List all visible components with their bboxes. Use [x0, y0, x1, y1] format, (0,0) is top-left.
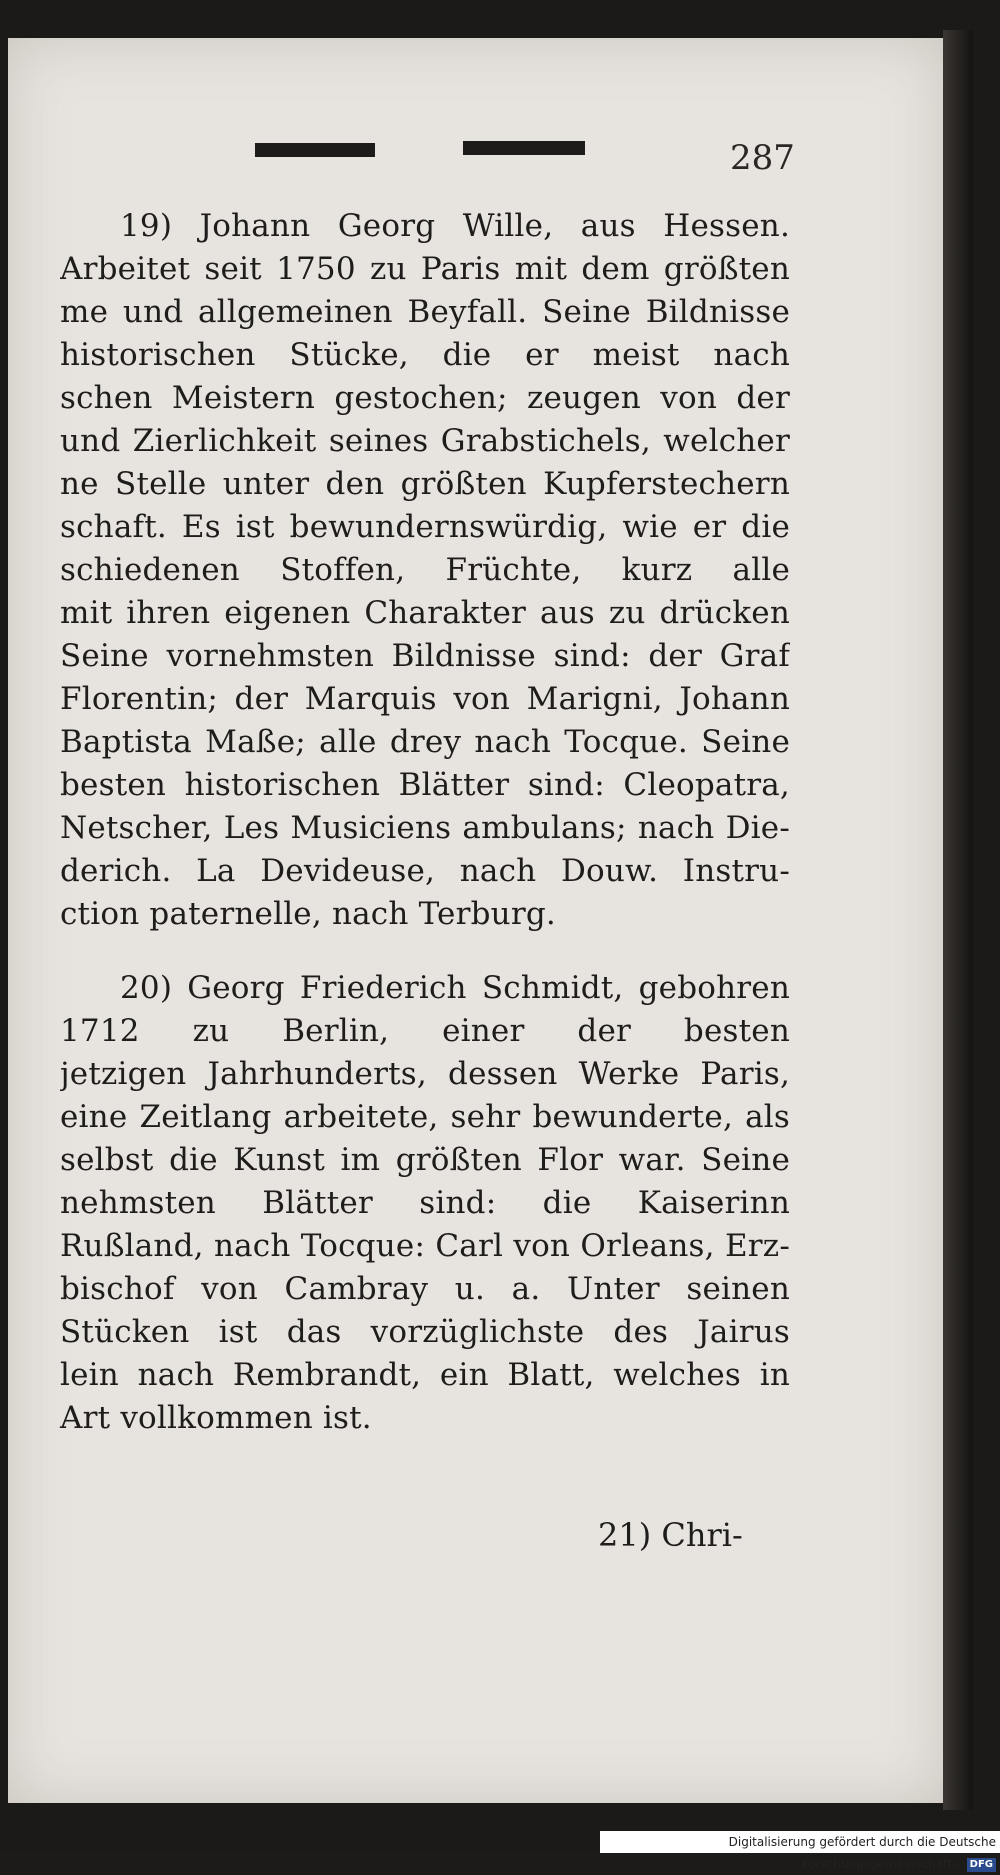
- text-line: eine Zeitlang arbeitete, sehr bewunderte, als: [60, 1099, 790, 1135]
- text-line: Stücken ist das vorzüglichste des Jairus: [60, 1314, 790, 1350]
- text-line: besten historischen Blätter sind: Cleopatra,: [60, 767, 790, 803]
- text-line: und Zierlichkeit seines Grabstichels, welcher: [60, 423, 790, 459]
- page-edge-shadow: [943, 30, 973, 1810]
- credit-text: Digitalisierung gefördert durch die Deutsche Forschungsgemeinschaft -: [728, 1835, 996, 1871]
- paragraph-20-schmidt: [60, 967, 790, 1440]
- text-line: jetzigen Jahrhunderts, dessen Werke Paris,: [60, 1056, 790, 1092]
- text-line: nehmsten Blätter sind: die Kaiserinn: [60, 1185, 790, 1221]
- page-number: 287: [730, 138, 795, 178]
- text-line: Arbeitet seit 1750 zu Paris mit dem größten: [60, 251, 790, 287]
- paragraph-19-wille: [60, 205, 790, 936]
- text-line: Seine vornehmsten Bildnisse sind: der Graf: [60, 638, 790, 674]
- text-line: schaft. Es ist bewundernswürdig, wie er die: [60, 509, 790, 545]
- text-line: schiedenen Stoffen, Früchte, kurz alle: [60, 552, 790, 588]
- text-line: Rußland, nach Tocque: Carl von Orleans, Erz-: [60, 1228, 790, 1264]
- text-line: schen Meistern gestochen; zeugen von der: [60, 380, 790, 416]
- text-line: derich. La Devideuse, nach Douw. Instru-: [60, 853, 790, 889]
- dfg-logo: DFG: [967, 1858, 996, 1872]
- header-ornament-left: [255, 143, 375, 157]
- text-line: me und allgemeinen Beyfall. Seine Bildnisse: [60, 294, 790, 330]
- text-line: 1712 zu Berlin, einer der besten: [60, 1013, 790, 1049]
- text-line: Florentin; der Marquis von Marigni, Johann: [60, 681, 790, 717]
- catchword: 21) Chri-: [598, 1516, 743, 1554]
- text-line: 20) Georg Friederich Schmidt, gebohren: [120, 970, 790, 1006]
- text-line: ction paternelle, nach Terburg.: [60, 896, 556, 932]
- text-line: lein nach Rembrandt, ein Blatt, welches in: [60, 1357, 790, 1393]
- text-line: mit ihren eigenen Charakter aus zu drücken: [60, 595, 790, 631]
- text-line: Art vollkommen ist.: [60, 1400, 372, 1436]
- digitization-credit: [600, 1831, 1000, 1871]
- text-line: bischof von Cambray u. a. Unter seinen: [60, 1271, 790, 1307]
- text-line: ne Stelle unter den größten Kupferstechern: [60, 466, 790, 502]
- text-line: 19) Johann Georg Wille, aus Hessen.: [120, 208, 790, 244]
- text-line: historischen Stücke, die er meist nach: [60, 337, 790, 373]
- text-line: selbst die Kunst im größten Flor war. Seine: [60, 1142, 790, 1178]
- text-line: Netscher, Les Musiciens ambulans; nach Die-: [60, 810, 790, 846]
- text-line: Baptista Maße; alle drey nach Tocque. Seine: [60, 724, 790, 760]
- header-ornament-right: [463, 141, 585, 155]
